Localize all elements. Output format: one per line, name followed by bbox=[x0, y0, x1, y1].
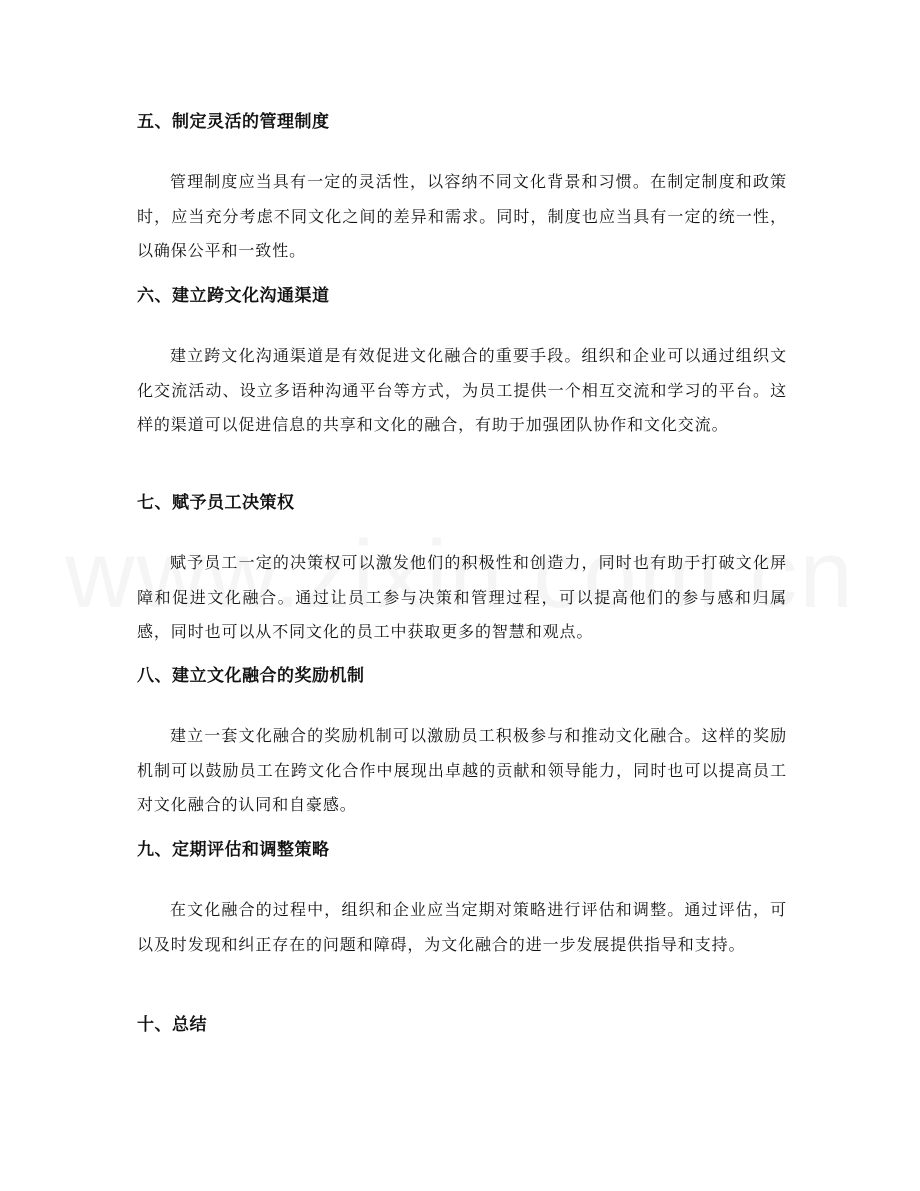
section-heading: 十、总结 bbox=[137, 1015, 207, 1035]
section-6 bbox=[137, 284, 787, 443]
section-paragraph: 赋予员工一定的决策权可以激发他们的积极性和创造力，同时也有助于打破文化屏障和促进文化融合。通过让员工参与决策和管理过程，可以提高他们的参与感和归属感，同时也可以从不同文化的员工中获取更多的智慧和观点。 bbox=[137, 553, 787, 641]
section-5 bbox=[137, 110, 787, 269]
section-10 bbox=[137, 1013, 787, 1037]
section-heading: 六、建立跨文化沟通渠道 bbox=[137, 286, 330, 306]
section-paragraph: 建立跨文化沟通渠道是有效促进文化融合的重要手段。组织和企业可以通过组织文化交流活动、设立多语种沟通平台等方式，为员工提供一个相互交流和学习的平台。这样的渠道可以促进信息的共享和文化的融合，有助于加强团队协作和文化交流。 bbox=[137, 346, 787, 434]
section-paragraph: 建立一套文化融合的奖励机制可以激励员工积极参与和推动文化融合。这样的奖励机制可以鼓励员工在跨文化合作中展现出卓越的贡献和领导能力，同时也可以提高员工对文化融合的认同和自豪感。 bbox=[137, 726, 787, 814]
section-heading: 九、定期评估和调整策略 bbox=[137, 840, 330, 860]
section-9 bbox=[137, 838, 787, 962]
section-8 bbox=[137, 664, 787, 823]
section-heading: 七、赋予员工决策权 bbox=[137, 493, 295, 513]
section-7 bbox=[137, 491, 787, 650]
section-heading: 五、制定灵活的管理制度 bbox=[137, 112, 330, 132]
section-heading: 八、建立文化融合的奖励机制 bbox=[137, 666, 365, 686]
section-paragraph: 管理制度应当具有一定的灵活性，以容纳不同文化背景和习惯。在制定制度和政策时，应当充分考虑不同文化之间的差异和需求。同时，制度也应当具有一定的统一性，以确保公平和一致性。 bbox=[137, 172, 787, 260]
section-paragraph: 在文化融合的过程中，组织和企业应当定期对策略进行评估和调整。通过评估，可以及时发现和纠正存在的问题和障碍，为文化融合的进一步发展提供指导和支持。 bbox=[137, 900, 787, 954]
